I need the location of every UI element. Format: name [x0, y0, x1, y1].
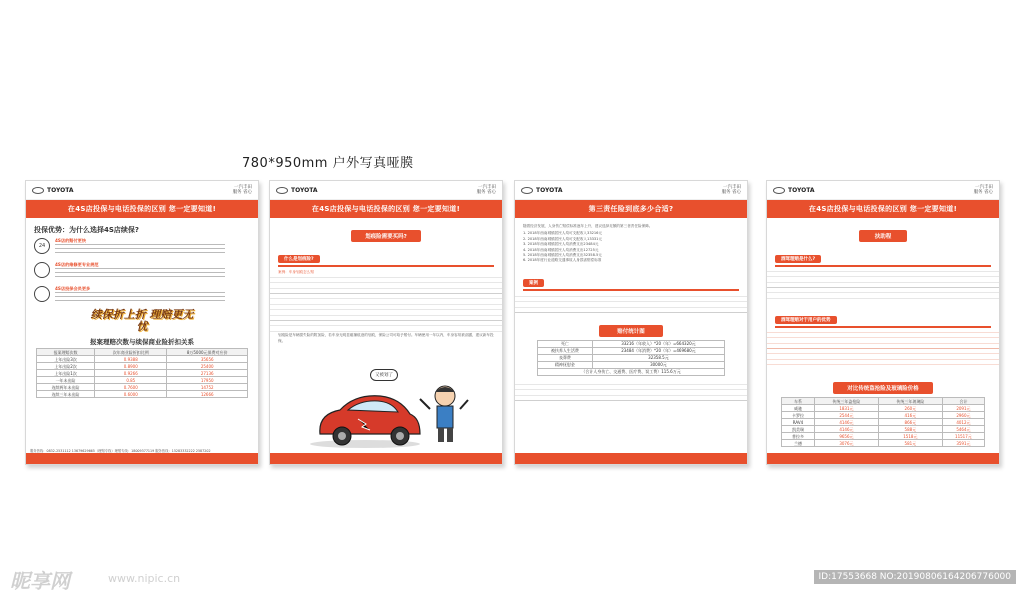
table-row — [538, 361, 725, 368]
compare-title: 对比传统盗抢险及玻璃险价格 — [833, 382, 933, 394]
poster-3 — [514, 180, 748, 465]
price-compare-table — [781, 397, 985, 447]
table-cell: 260元 — [878, 405, 942, 412]
table-cell: 9656元 — [814, 433, 878, 440]
toyota-logo: TOYOTA — [32, 187, 73, 194]
watermark-url: www.nipic.cn — [108, 572, 181, 585]
table-cell: 凯美瑞 — [782, 426, 815, 433]
list-item: 5. 2018年西南城镇居民人均消费支出32358.5元 — [523, 253, 602, 258]
table-cell: 上年出险1次 — [37, 370, 95, 377]
table-cell: 2091元 — [942, 405, 984, 412]
table-cell: 30000元 — [592, 361, 724, 368]
table-cell: 0.6000 — [95, 391, 167, 398]
list-item: 3. 2018年西南城镇居民人均消费支出23484元 — [523, 242, 599, 247]
table-cell: 0.9388 — [95, 356, 167, 363]
table-cell: 0.9266 — [95, 370, 167, 377]
poster-2 — [269, 180, 503, 465]
toyota-logo: TOYOTA — [276, 187, 317, 194]
dealer-label: 一汽丰田 服务 省心 — [476, 185, 496, 195]
table-cell: 4012元 — [942, 419, 984, 426]
toyota-emblem-icon — [521, 187, 533, 194]
sub-tag: 酒驾理赔是什么? — [775, 255, 821, 263]
footer-bar — [270, 453, 502, 464]
table-cell: RAV4 — [782, 419, 815, 426]
body-summary: 划痕险是车辆损失险的附加险，若车身无明显碰撞痕迹的划痕，保险公司可给予赔付。车辆使用一年以内，车身容易被刮蹭，建议新车投保。 — [278, 333, 494, 343]
table-header-cell: 报案理赔次数 — [37, 349, 95, 356]
table-header-cell: 传统三年玻璃险 — [878, 398, 942, 405]
list-item: 2. 2018年西南城镇居民人均可支配收入13331元 — [523, 236, 603, 241]
table-cell: 11517元 — [942, 433, 984, 440]
list-item: 6. 2018年度行业道路交通事故人身损害赔偿标准 — [523, 258, 602, 263]
list-item: 1. 2018年西南城镇居民人均可支配收入33216元 — [523, 231, 603, 236]
watermark-logo: 昵享网 — [10, 569, 70, 593]
footer-bar — [26, 453, 258, 464]
hours-24-icon: 24 — [34, 238, 50, 254]
table-cell: 上年出险2次 — [37, 363, 95, 370]
compensation-table — [537, 340, 725, 376]
table-row — [37, 363, 248, 370]
brand-bar — [767, 181, 999, 200]
table-cell: 588元 — [878, 426, 942, 433]
brand-bar — [270, 181, 502, 200]
table-cell: 416元 — [878, 412, 942, 419]
table-cell: 被扶养人生活费 — [538, 347, 593, 354]
toyota-logo: TOYOTA — [773, 187, 814, 194]
table-cell: 连续两年未出险 — [37, 384, 95, 391]
point-title: 4S店的维修更专业规范 — [55, 262, 99, 267]
table-cell: 25400 — [167, 363, 248, 370]
sub-tag: 什么是划痕险? — [278, 255, 320, 263]
dealer-label: 一汽丰田 服务 省心 — [232, 185, 252, 195]
table-cell: 0.8900 — [95, 363, 167, 370]
table-cell: 上年出险3次 — [37, 356, 95, 363]
table-row — [782, 405, 985, 412]
case-label: 案例：车身划痕怎么赔 — [278, 270, 314, 274]
speech-bubble: 又被划了 — [370, 369, 398, 381]
footer-bar — [767, 453, 999, 464]
table-cell: 33216（年收入）*20（年）=664320元 — [592, 340, 724, 347]
poster-subtitle: 投保优势：为什么选择4S店续保? — [34, 226, 139, 234]
headline-bar: 在4S店投保与电话投保的区别 您一定要知道! — [270, 200, 502, 218]
table-cell: 1831元 — [814, 405, 878, 412]
headline-bar: 在4S店投保与电话投保的区别 您一定要知道! — [26, 200, 258, 218]
table-title: 报案理赔次数与续保商业险折扣关系 — [90, 338, 194, 346]
point-title: 4S店投保会员更多 — [55, 286, 91, 291]
toyota-emblem-icon — [276, 187, 288, 194]
dealer-label: 一汽丰田 服务 省心 — [721, 185, 741, 195]
table-header-cell: 传统三年盗抢险 — [814, 398, 878, 405]
table-cell: 威驰 — [782, 405, 815, 412]
table-row — [782, 433, 985, 440]
table-cell: 2544元 — [814, 412, 878, 419]
case-tag: 案例 — [523, 279, 544, 287]
brand-bar — [26, 181, 258, 200]
table-cell: 12666 — [167, 391, 248, 398]
lightbulb-icon — [34, 286, 50, 302]
table-header-cell: 8万5000元保费对应价 — [167, 349, 248, 356]
table-row — [37, 370, 248, 377]
table-cell: 23484（年消费）*20（年）=469680元 — [592, 347, 724, 354]
table-cell: 32358.5元 — [592, 354, 724, 361]
table-cell: 普拉多 — [782, 433, 815, 440]
watermark-id: ID:17553668 NO:20190806164206776000 — [814, 570, 1017, 584]
table-cell: 2960元 — [942, 412, 984, 419]
sub-tag: 酒驾理赔对于用户的优势 — [775, 316, 837, 324]
table-row — [37, 377, 248, 384]
brand-bar — [515, 181, 747, 200]
table-header-cell: 合计 — [942, 398, 984, 405]
table-header-cell: 次年商业险折扣比例 — [95, 349, 167, 356]
total-row: （合计人身伤亡、交通费、医疗费、误工费）115.6万元 — [538, 368, 725, 375]
poster-1 — [25, 180, 259, 465]
table-cell: 866元 — [878, 419, 942, 426]
toyota-emblem-icon — [32, 187, 44, 194]
table-cell: 4146元 — [814, 419, 878, 426]
intro-text: 随着经济发展，人身伤亡赔偿标准逐年上升，建议选择足额的第三者责任险保障。 — [523, 224, 653, 228]
case-text — [515, 294, 747, 314]
table-cell: 兰德 — [782, 440, 815, 447]
body-text — [767, 269, 999, 303]
table-cell: 27136 — [167, 370, 248, 377]
table-row — [782, 426, 985, 433]
table-cell: 一年未出险 — [37, 377, 95, 384]
table-row — [538, 354, 725, 361]
table-cell: 581元 — [878, 440, 942, 447]
headline-bar: 在4S店投保与电话投保的区别 您一定要知道! — [767, 200, 999, 218]
contact-line: 服务热线：0832-2531112 13679629665（理赔专线）理赔专线：18009377119 服务热线：15283332222 2587202 — [30, 449, 211, 453]
headline-bar: 第三责任险到底多少合适? — [515, 200, 747, 218]
point-title: 4S店的赔付更快 — [55, 238, 87, 243]
table-cell: 卡罗拉 — [782, 412, 815, 419]
section-tag: 划痕险需要买吗? — [351, 230, 421, 242]
stats-tag: 赔付统计图 — [599, 325, 663, 337]
table-cell: 4146元 — [814, 426, 878, 433]
table-row — [538, 347, 725, 354]
table-cell: 5464元 — [942, 426, 984, 433]
table-cell: 0.85 — [95, 377, 167, 384]
toyota-logo: TOYOTA — [521, 187, 562, 194]
table-row — [782, 412, 985, 419]
poster-4 — [766, 180, 1000, 465]
table-cell: 3591元 — [942, 440, 984, 447]
table-row — [782, 419, 985, 426]
table-cell: 35656 — [167, 356, 248, 363]
table-cell: 精神抚慰金 — [538, 361, 593, 368]
table-cell: 丧葬费 — [538, 354, 593, 361]
table-cell: 14752 — [167, 384, 248, 391]
table-row — [37, 384, 248, 391]
dealer-label: 一汽丰田 服务 省心 — [973, 185, 993, 195]
table-row — [538, 340, 725, 347]
table-cell: 1518元 — [878, 433, 942, 440]
toyota-emblem-icon — [773, 187, 785, 194]
discount-table — [36, 348, 248, 398]
table-header-cell: 车系 — [782, 398, 815, 405]
body-text — [270, 275, 502, 333]
table-row — [37, 356, 248, 363]
table-cell: 0.7600 — [95, 384, 167, 391]
table-cell: 3076元 — [814, 440, 878, 447]
table-cell: 17950 — [167, 377, 248, 384]
footer-bar — [515, 453, 747, 464]
footnote-text — [515, 382, 747, 402]
table-cell: 死亡 — [538, 340, 593, 347]
slogan: 续保折上折 理赔更无忧 — [90, 308, 194, 333]
section-tag: 扶助程 — [859, 230, 908, 242]
stats-list — [515, 229, 747, 265]
table-row — [782, 440, 985, 447]
table-cell: 连续三年未出险 — [37, 391, 95, 398]
advantages-text — [767, 330, 999, 370]
clock-icon — [34, 262, 50, 278]
list-item: 4. 2018年西南城镇居民人均消费支出12725元 — [523, 247, 599, 252]
table-row — [37, 391, 248, 398]
page-caption: 780*950mm 户外写真哑膜 — [242, 156, 414, 171]
